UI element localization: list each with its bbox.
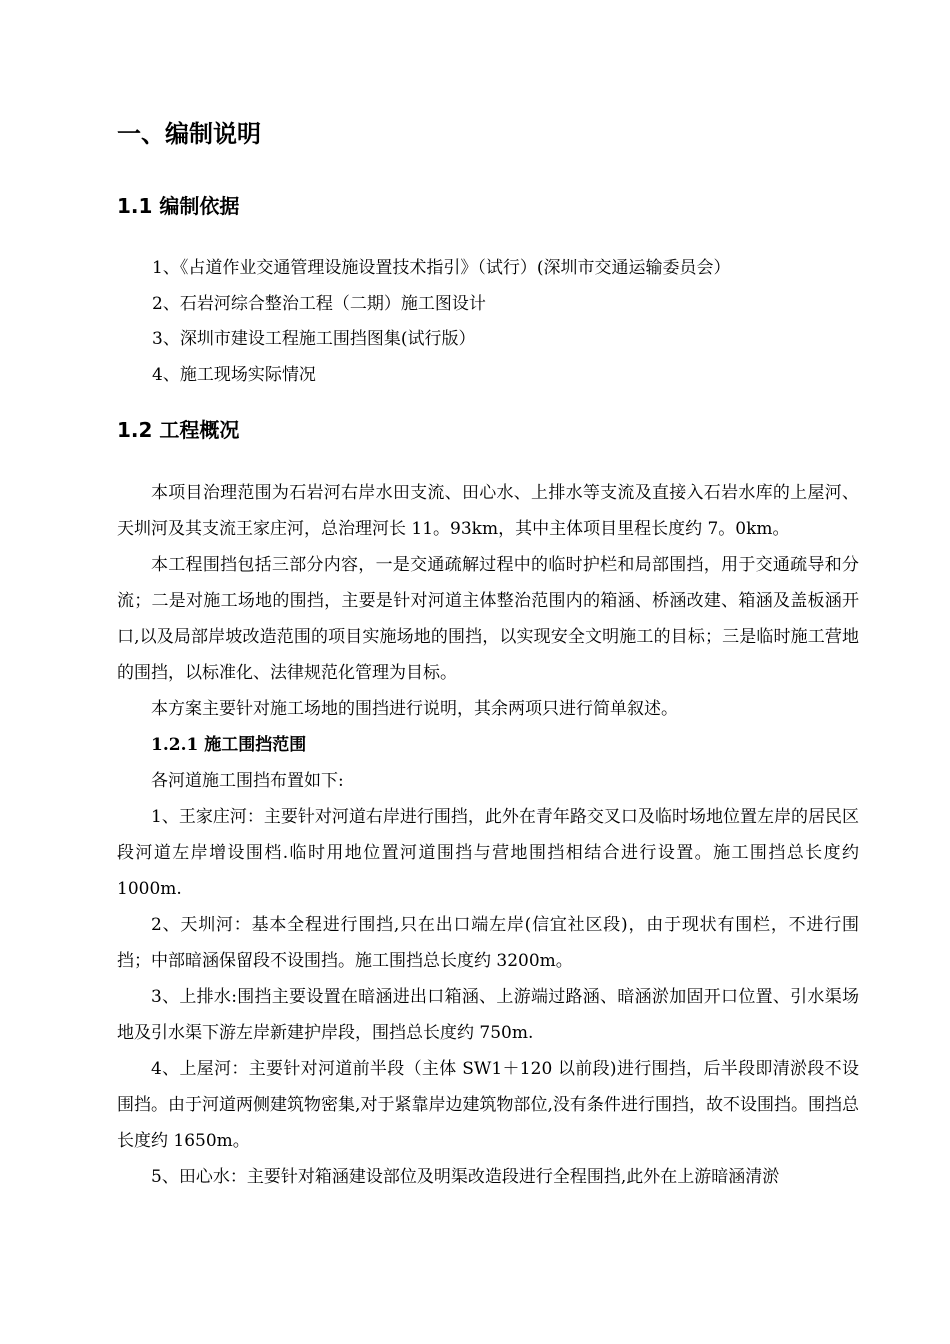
river-item: 4、上屋河：主要针对河道前半段（主体 SW1＋120 以前段)进行围挡，后半段即清淤段不设围挡。由于河道两侧建筑物密集,对于紧靠岸边建筑物部位,没有条件进行围挡，故不设围挡。围挡总长度约 1650m。: [117, 1059, 859, 1151]
subsection-intro: 各河道施工围挡布置如下:: [151, 771, 344, 791]
basis-item: 1、《占道作业交通管理设施设置技术指引》（试行）(深圳市交通运输委员会）: [152, 258, 731, 278]
river-item: 2、天圳河：基本全程进行围挡,只在出口端左岸(信宜社区段)，由于现状有围栏，不进行围挡；中部暗涵保留段不设围挡。施工围挡总长度约 3200m。: [117, 915, 859, 971]
overview-paragraph: 本工程围挡包括三部分内容，一是交通疏解过程中的临时护栏和局部围挡，用于交通疏导和分流；二是对施工场地的围挡，主要是针对河道主体整治范围内的箱涵、桥涵改建、箱涵及盖板涵开口,以及局部岸坡改造范围的项目实施场地的围挡，以实现安全文明施工的目标；三是临时施工营地的围挡，以标准化、法律规范化管理为目标。: [117, 555, 859, 683]
river-item: 5、田心水：主要针对箱涵建设部位及明渠改造段进行全程围挡,此外在上游暗涵清淤: [151, 1167, 780, 1187]
basis-list: [152, 251, 730, 393]
basis-item: 2、石岩河综合整治工程（二期）施工图设计: [152, 293, 486, 314]
basis-item: 4、施工现场实际情况: [152, 364, 316, 385]
river-item: 3、上排水:围挡主要设置在暗涵进出口箱涵、上游端过路涵、暗涵淤加固开口位置、引水渠场地及引水渠下游左岸新建护岸段，围挡总长度约 750m.: [117, 987, 859, 1043]
project-overview-body: [117, 475, 859, 1195]
basis-item: 3、深圳市建设工程施工围挡图集(试行版）: [152, 329, 476, 349]
overview-paragraph: 本方案主要针对施工场地的围挡进行说明，其余两项只进行简单叙述。: [151, 699, 678, 719]
chapter-heading: 一、编制说明: [117, 120, 261, 148]
river-item: 1、王家庄河：主要针对河道右岸进行围挡，此外在青年路交叉口及临时场地位置左岸的居民区段河道左岸增设围档.临时用地位置河道围挡与营地围挡相结合进行设置。施工围挡总长度约 1000m.: [117, 807, 859, 899]
overview-paragraph: 本项目治理范围为石岩河右岸水田支流、田心水、上排水等支流及直接入石岩水库的上屋河、天圳河及其支流王家庄河，总治理河长 11。93km，其中主体项目里程长度约 7。0km。: [117, 483, 859, 539]
section-1-1-title: 1.1 编制依据: [117, 194, 240, 218]
section-1-2-title: 1.2 工程概况: [117, 418, 240, 442]
subsection-1-2-1-title: 1.2.1 施工围挡范围: [151, 735, 307, 755]
